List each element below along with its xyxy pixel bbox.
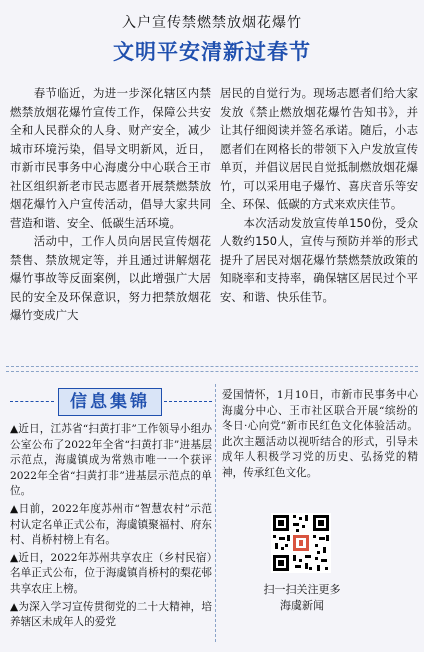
section-divider	[6, 371, 418, 372]
article-column-right	[220, 84, 418, 306]
column-divider	[215, 384, 216, 642]
qr-caption: 扫一扫关注更多	[263, 583, 341, 596]
article-paragraph: 春节临近，为进一步深化辖区内禁燃禁放烟花爆竹宣传工作，保障公共安全和人民群众的人身、财产安全，减少城市环境污染，倡导文明新风，近日，市新市民事务中心海虞分中心联合王市社区组织新老市民志愿者开展禁燃禁放烟花爆竹入户宣传活动，倡导大家共同营造和谐、安全、低碳生活环境。	[10, 86, 211, 230]
briefs-continued	[222, 388, 418, 482]
briefs-list	[10, 422, 212, 633]
article-kicker: 入户宣传禁燃禁放烟花爆竹	[122, 15, 302, 31]
brief-item: ▲近日，2022年苏州共享农庄（乡村民宿）名单正式公布，位于海虞镇肖桥村的梨花邨共享农庄上榜。	[10, 551, 212, 595]
section-divider	[6, 366, 418, 367]
header-dash-line	[164, 401, 212, 402]
article-headline: 文明平安清新过春节	[113, 40, 311, 64]
qr-code-icon	[271, 513, 331, 573]
brief-item: ▲近日，江苏省“扫黄打非”工作领导小组办公室公布了2022年全省“扫黄打非”进基层示范点，海虞镇成为常熟市唯一一个获评2022年全省“扫黄打非”进基层示范点的单位。	[10, 423, 212, 498]
brief-item: ▲日前，2022年度苏州市“智慧农村”示范村认定名单正式公布，海虞镇聚福村、府东村、肖桥村榜上有名。	[10, 502, 212, 547]
qr-caption: 海虞新闻	[280, 599, 324, 612]
article-paragraph: 居民的自觉行为。现场志愿者们给大家发放《禁止燃放烟花爆竹告知书》，并让其仔细阅读并签名承诺。随后，小志愿者们在网格长的带领下入户发放宣传单页，并倡议居民自觉抵制燃放烟花爆竹，可以采用电子爆竹、喜庆音乐等安全、环保、低碳的方式来欢庆佳节。	[220, 86, 418, 211]
article-paragraph: 本次活动发放宣传单150份，受众人数约150人，宣传与预防并举的形式提升了居民对烟花爆竹禁燃禁放政策的知晓率和支持率，确保辖区居民过个平安、和谐、快乐佳节。	[220, 215, 418, 304]
article-column-left	[10, 84, 211, 325]
briefs-title: 信息集锦	[58, 388, 162, 416]
article-paragraph: 活动中，工作人员向居民宣传烟花禁售、禁放规定等，并且通过讲解烟花爆竹事故等反面案例，以此增强广大居民的安全及环保意识，努力把禁放烟花爆竹变成广大	[10, 234, 211, 322]
briefs-header	[10, 388, 212, 418]
header-dash-line	[10, 401, 54, 402]
brief-item: ▲为深入学习宣传贯彻党的二十大精神，培养辖区未成年人的爱党	[10, 600, 212, 629]
brief-item-continued: 爱国情怀，1月10日，市新市民事务中心海虞分中心、王市社区联合开展“缤纷的冬日·心向党”新市民红色文化体验活动。此次主题活动以视听结合的形式，引导未成年人积极学习党的历史、弘扬党的精神，传承红色文化。	[222, 389, 418, 479]
